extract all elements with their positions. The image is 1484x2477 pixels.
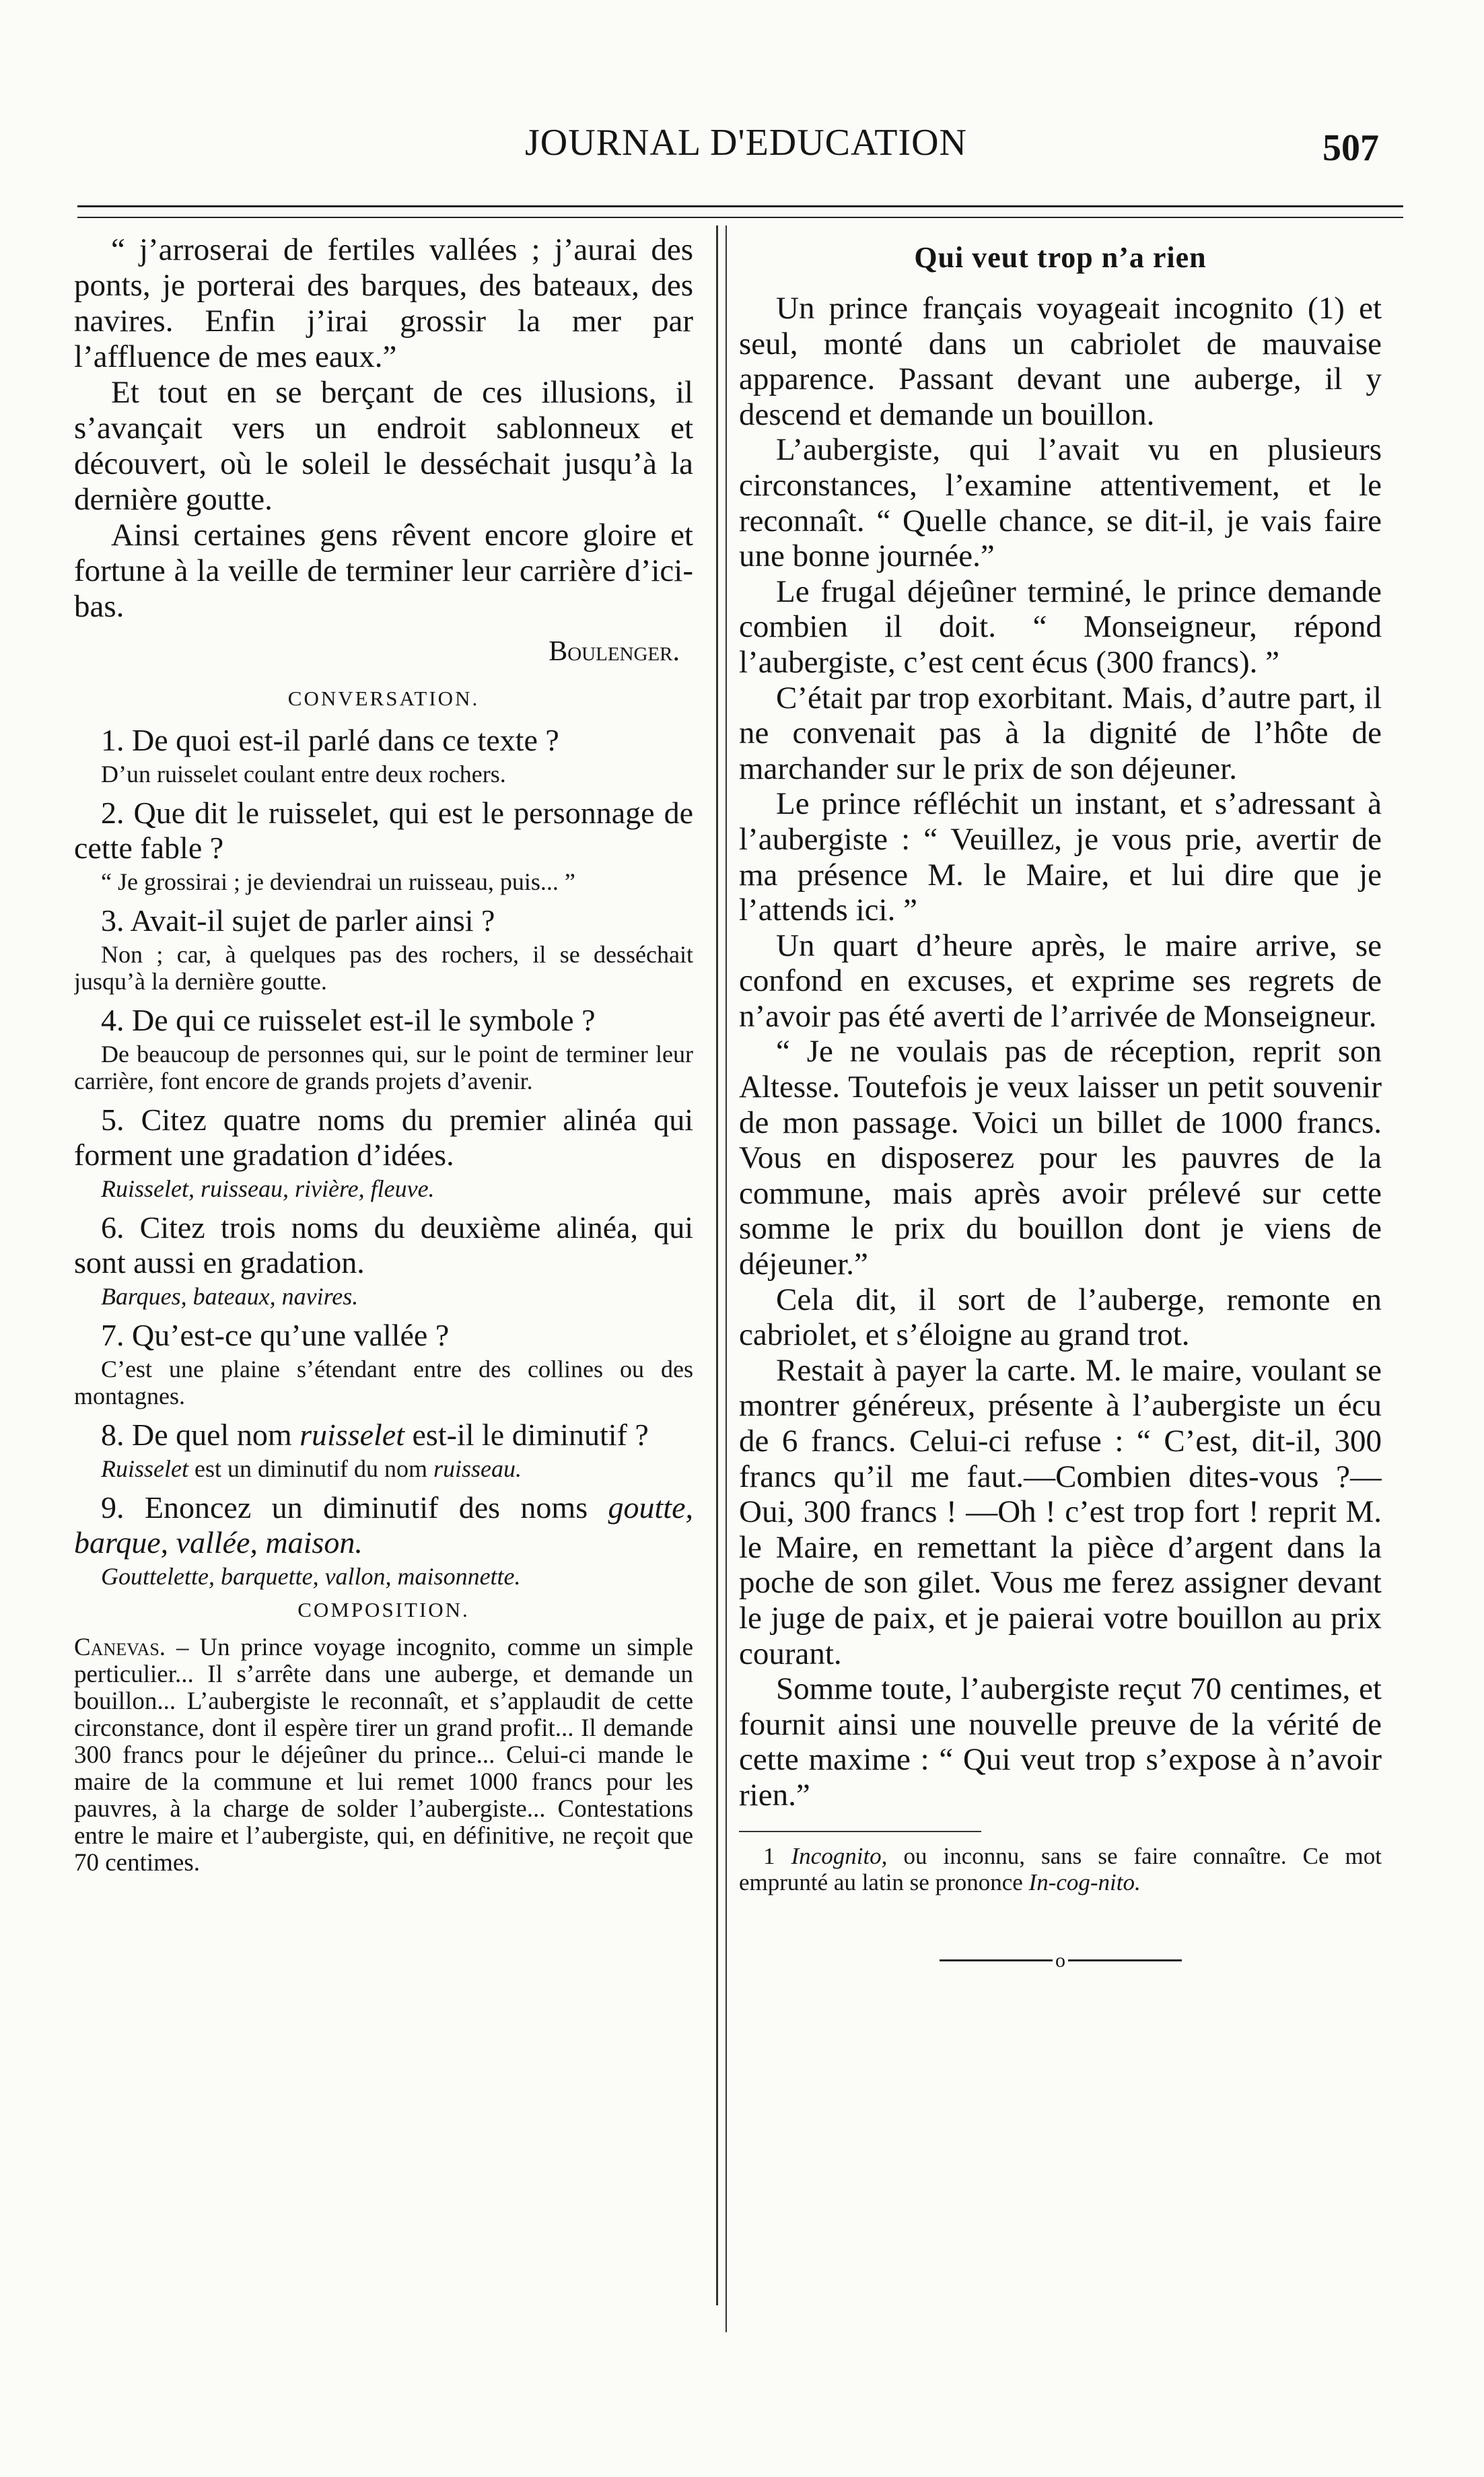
author-signature: Boulenger. bbox=[549, 636, 680, 667]
question-8 bbox=[74, 1418, 693, 1453]
question-9 bbox=[74, 1490, 693, 1560]
intro-paragraph: Et tout en se berçant de ces illusions, il s’avançait vers un endroit sablonneux et découvert, où le soleil le desséchait jusqu’à la dernière goutte. bbox=[74, 375, 693, 517]
question-9-emphasis: goutte, barque, vallée, maison. bbox=[74, 1490, 693, 1560]
question-5: 5. Citez quatre noms du premier alinéa qui forment une gradation d’idées. bbox=[74, 1103, 693, 1172]
footnote bbox=[739, 1843, 1382, 1895]
answer-9: Gouttelette, barquette, vallon, maisonnette. bbox=[101, 1563, 521, 1590]
conversation-heading: CONVERSATION. bbox=[287, 687, 480, 710]
right-column bbox=[739, 232, 1382, 2332]
canevas-text: – Un prince voyage incognito, comme un simple perticulier... Il s’arrête dans une auberge, et demande un bouillon... L’aubergiste le reconnaît, et s’applaudit de cette circonstance, dont il espère tirer un grand profit... Il demande 300 francs pour le déjeûner du prince... Celui-ci mande le maire de la commune et lui remet 1000 francs pour les pauvres, à la charge de solder l’aubergiste... Contestations entre le maire et l’aubergiste, qui, en définitive, ne reçoit que 70 centimes. bbox=[74, 1634, 693, 1877]
footnote-rule bbox=[739, 1831, 981, 1832]
header-rule-thin bbox=[77, 217, 1403, 218]
answer-4: De beaucoup de personnes qui, sur le point de terminer leur carrière, font encore de grands projets d’avenir. bbox=[74, 1041, 693, 1094]
question-8-text-end: est-il le diminutif ? bbox=[404, 1418, 649, 1452]
question-1: 1. De quoi est-il parlé dans ce texte ? bbox=[101, 723, 559, 757]
answer-2: “ Je grossirai ; je deviendrai un ruisseau, puis... ” bbox=[101, 868, 575, 895]
question-8-emphasis: ruisselet bbox=[299, 1418, 405, 1452]
question-2: 2. Que dit le ruisselet, qui est le personnage de cette fable ? bbox=[74, 796, 693, 865]
question-8-text: 8. De quel nom bbox=[101, 1418, 300, 1452]
answer-8 bbox=[74, 1455, 693, 1482]
page-header bbox=[0, 121, 1484, 188]
story-paragraph: Restait à payer la carte. M. le maire, voulant se montrer généreux, présente à l’aubergiste un écu de 6 francs. Celui-ci refuse : “ C’est, dit-il, 300 francs qu’il me faut.—Combien dites-vous ?—Oui, 300 francs ! —Oh ! c’est trop fort ! reprit M. le Maire, en remettant la pièce d’argent dans la poche de son gilet. Vous me ferez assigner devant le juge de paix, et je paierai votre bouillon au prix courant. bbox=[739, 1352, 1382, 1671]
footnote-text: ou inconnu, sans se faire connaître. Ce mot emprunté au latin se prononce bbox=[739, 1842, 1382, 1895]
story-title: Qui veut trop n’a rien bbox=[914, 241, 1207, 274]
story-paragraph: Le frugal déjeûner terminé, le prince demande combien il doit. “ Monseigneur, répond l’aubergiste, c’est cent écus (300 francs). ” bbox=[739, 573, 1382, 680]
answer-3: Non ; car, à quelques pas des rochers, il se desséchait jusqu’à la dernière goutte. bbox=[74, 941, 693, 995]
canevas-paragraph bbox=[74, 1634, 693, 1877]
question-6: 6. Citez trois noms du deuxième alinéa, qui sont aussi en gradation. bbox=[74, 1210, 693, 1280]
question-3: 3. Avait-il sujet de parler ainsi ? bbox=[101, 903, 495, 938]
story-paragraph: “ Je ne voulais pas de réception, reprit son Altesse. Toutefois je veux laisser un petit souvenir de mon passage. Voici un billet de 1000 francs. Vous en disposerez pour les pauvres de la commune, mais après avoir prélevé sur cette somme le prix du bouillon dont je viens de déjeuner.” bbox=[739, 1034, 1382, 1282]
story-paragraph: Cela dit, il sort de l’auberge, remonte en cabriolet, et s’éloigne au grand trot. bbox=[739, 1282, 1382, 1353]
answer-8-emphasis-end: ruisseau. bbox=[433, 1455, 522, 1482]
intro-paragraph: “ j’arroserai de fertiles vallées ; j’aurai des ponts, je porterai des barques, des bateaux, des navires. Enfin j’irai grossir la mer par l’affluence de mes eaux.” bbox=[74, 232, 693, 374]
answer-7: C’est une plaine s’étendant entre des collines ou des montagnes. bbox=[74, 1356, 693, 1409]
ornament-circle: o bbox=[1055, 1949, 1065, 1972]
header-rule bbox=[77, 205, 1403, 207]
intro-paragraph: Ainsi certaines gens rêvent encore gloire et fortune à la veille de terminer leur carrière d’ici-bas. bbox=[74, 518, 693, 624]
footnote-pronunciation: In-cog-nito. bbox=[1028, 1869, 1141, 1895]
ornament-line-right bbox=[1068, 1959, 1182, 1961]
footnote-term: Incognito, bbox=[791, 1842, 888, 1869]
journal-title: JOURNAL D'EDUCATION bbox=[525, 122, 967, 164]
column-divider-thin bbox=[726, 225, 727, 2332]
end-ornament bbox=[940, 1949, 1182, 1972]
composition-heading: COMPOSITION. bbox=[297, 1598, 470, 1621]
story-paragraph: Un prince français voyageait incognito (1) et seul, monté dans un cabriolet de mauvaise apparence. Passant devant une auberge, il y descend et demande un bouillon. bbox=[739, 291, 1382, 432]
answer-5: Ruisselet, ruisseau, rivière, fleuve. bbox=[101, 1175, 435, 1202]
story-paragraph: Un quart d’heure après, le maire arrive, se confond en excuses, et exprime ses regrets de n’avoir pas été averti de l’arrivée de Monseigneur. bbox=[739, 928, 1382, 1034]
column-divider bbox=[716, 225, 718, 2305]
story-paragraph: C’était par trop exorbitant. Mais, d’autre part, il ne convenait pas à la dignité de l’hôte de marchander sur le prix de son déjeuner. bbox=[739, 680, 1382, 786]
ornament-line-left bbox=[940, 1959, 1053, 1961]
answer-6: Barques, bateaux, navires. bbox=[101, 1283, 359, 1310]
left-column bbox=[74, 232, 693, 2332]
story-paragraph: Le prince réfléchit un instant, et s’adressant à l’aubergiste : “ Veuillez, je vous prie, avertir de ma présence M. le Maire, et lui dire que je l’attends ici. ” bbox=[739, 786, 1382, 928]
question-4: 4. De qui ce ruisselet est-il le symbole ? bbox=[101, 1003, 596, 1037]
answer-1: D’un ruisselet coulant entre deux rochers. bbox=[101, 761, 506, 788]
answer-8-emphasis: Ruisselet bbox=[101, 1455, 188, 1482]
question-7: 7. Qu’est-ce qu’une vallée ? bbox=[101, 1318, 450, 1352]
page-number: 507 bbox=[1322, 127, 1379, 169]
story-paragraph: L’aubergiste, qui l’avait vu en plusieurs circonstances, l’examine attentivement, et le reconnaît. “ Quelle chance, se dit-il, je vais faire une bonne journée.” bbox=[739, 432, 1382, 574]
question-9-text: 9. Enoncez un diminutif des noms bbox=[101, 1490, 608, 1525]
canevas-label: Canevas. bbox=[74, 1634, 166, 1661]
footnote-number: 1 bbox=[763, 1842, 775, 1869]
story-paragraph: Somme toute, l’aubergiste reçut 70 centimes, et fournit ainsi une nouvelle preuve de la vérité de cette maxime : “ Qui veut trop s’expose à n’avoir rien.” bbox=[739, 1671, 1382, 1813]
answer-8-text: est un diminutif du nom bbox=[188, 1455, 433, 1482]
